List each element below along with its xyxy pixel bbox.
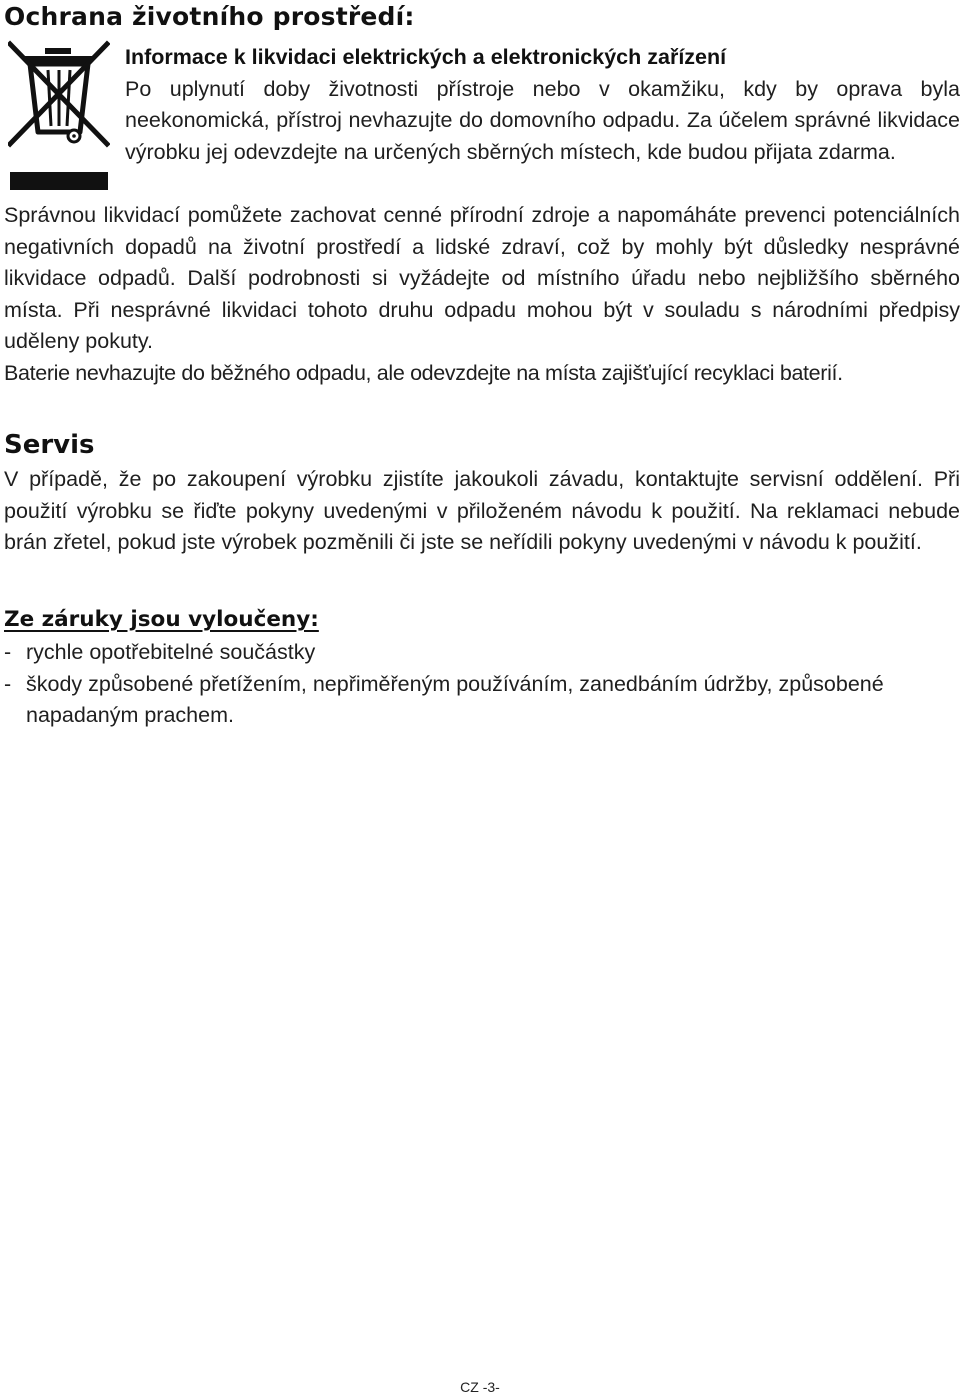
list-item: [4, 669, 960, 732]
environment-heading: Ochrana životního prostředí:: [4, 2, 415, 31]
environment-body-block: [4, 200, 960, 390]
weee-info-text: Po uplynutí doby životnosti přístroje nebo v okamžiku, kdy by oprava byla neekonomická, přístroj nevhazujte do domovního odpadu. Za účelem správné likvidace výrobku jej odevzdejte na určených sběrných místech, kde budou přijata zdarma.: [125, 76, 960, 164]
list-dash: -: [4, 640, 12, 664]
warranty-exclusions-list: [4, 637, 960, 732]
service-block: [4, 464, 960, 559]
list-item: [4, 637, 960, 669]
crossed-out-wheelie-bin-icon: [8, 40, 110, 192]
page-number: CZ -3-: [460, 1379, 500, 1395]
weee-info-block: [125, 42, 960, 168]
list-dash: -: [4, 671, 12, 696]
weee-info-heading: Informace k likvidaci elektrických a elektronických zařízení: [125, 45, 727, 69]
list-item-text: rychle opotřebitelné součástky: [26, 640, 316, 664]
service-text: V případě, že po zakoupení výrobku zjistíte jakoukoli závadu, kontaktujte servisní oddělení. Při použití výrobku se řiďte pokyny uvedenými v přiloženém návodu k použití. Na reklamaci nebude brán zřetel, pokud jste výrobek pozměnili či jste se neřídili pokyny uvedenými v návodu k použití.: [4, 467, 960, 555]
list-item-text: škody způsobené přetížením, nepřiměřeným používáním, zanedbáním údržby, způsobené napadaným prachem.: [26, 671, 884, 728]
service-heading: Servis: [4, 430, 95, 460]
battery-disposal-text: Baterie nevhazujte do běžného odpadu, ale odevzdejte na místa zajišťující recyklaci baterií.: [4, 360, 843, 385]
environment-body-text: Správnou likvidací pomůžete zachovat cenné přírodní zdroje a napomáháte prevenci potenciálních negativních dopadů na životní prostředí a lidské zdraví, což by mohly být důsledky nesprávné likvidace odpadů. Další podrobnosti si vyžádejte od místního úřadu nebo nejbližšího sběrného místa. Při nesprávné likvidaci tohoto druhu odpadu mohou být v souladu s národními předpisy uděleny pokuty.: [4, 203, 960, 354]
warranty-exclusions-heading: Ze záruky jsou vyloučeny:: [4, 607, 319, 632]
